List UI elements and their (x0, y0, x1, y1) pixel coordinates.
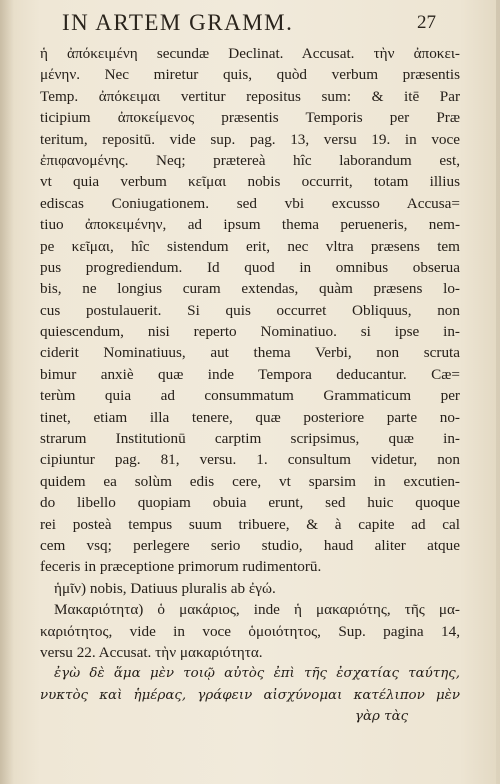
text-line: Temp. ἀπόκειμαι vertitur repositus sum: & itē Par (40, 87, 460, 105)
text-line: pe κεῖμαι, hîc sistendum erit, nec vltra præsens tem (40, 237, 460, 255)
text-line: vt quia verbum κεῖμαι nobis occurrit, totam illius (40, 173, 460, 191)
text-line: versu 22. Accusat. τὴν μακαριότητα. (40, 643, 263, 661)
running-head: IN ARTEM GRAMM. (62, 10, 294, 35)
page-header (0, 8, 500, 38)
text-line: terùm quia ad consummatum Grammaticum per (40, 387, 460, 405)
body-text (40, 43, 460, 728)
text-line: μένην. Nec miretur quis, quòd verbum præsentis (40, 66, 460, 84)
text-line: tiuo ἀποκειμένην, ad ipsum thema perueneris, nem- (40, 216, 460, 234)
text-line: strarum Institutionū carptim scripsimus, quæ in- (40, 430, 460, 448)
text-line: ticipium ἀποκείμενος præsentis Temporis per Præ (40, 109, 460, 127)
text-line: Μακαριότητα) ὁ μακάριος, inde ἡ μακαριότης, τῆς μα- (54, 601, 460, 619)
text-line: καριότητος, vide in voce ὁμοιότητος, Sup. pagina 14, (40, 622, 460, 640)
text-line: pus progrediendum. Id quod in omnibus obserua (40, 258, 460, 276)
page-edge (496, 0, 500, 784)
text-line: ediscas Coniugationem. sed vbi excusso Accusa= (40, 194, 460, 212)
greek-text-line: νυκτὸς καὶ ἡμέρας, γράφειν αἰσχύνομαι κατέλιπον μὲν (40, 687, 460, 703)
text-line: cipiuntur pag. 81, versu. 1. consultum videtur, non (40, 451, 460, 469)
text-line: teritum, repositū. vide sup. pag. 13, versu 19. in voce (40, 130, 460, 148)
text-line: tinet, etiam illa tenere, quæ posteriore parte no- (40, 408, 460, 426)
text-line: quiescendum, nisi reperto Nominatiuo. si ipse in- (40, 323, 460, 341)
text-line: cus postulauerit. Si quis occurret Obliquus, non (40, 301, 460, 319)
text-line: cem vsq; perlegere serio studio, haud aliter atque (40, 536, 460, 554)
greek-text-line: ἐγὼ δὲ ἅμα μὲν τοιῷ αὐτὸς ἐπὶ τῆς ἐσχατίας ταύτης, (54, 666, 460, 682)
text-line: bimur anxiè quæ inde Tempora deducantur. Cæ= (40, 365, 460, 383)
text-line: rei posteà tempus suum tribuere, & à capite ad cal (40, 515, 460, 533)
text-line: quidem ea solùm edis cere, vt sparsim in excutien- (40, 472, 460, 490)
text-line: feceris in præceptione primorum rudimentorū. (40, 558, 322, 576)
text-line: ἐπιφανομένης. Neq; prætereà hîc laborandum est, (40, 151, 460, 169)
gutter-shadow (0, 0, 14, 784)
greek-text-line: γὰρ τὰς (355, 709, 409, 725)
text-line: ἡμῖν) nobis, Datiuus pluralis ab ἐγώ. (54, 579, 276, 597)
text-line: do libello quopiam obuia erunt, sed huic quoque (40, 494, 460, 512)
text-line: ciderit Nominatiuus, aut thema Verbi, non scruta (40, 344, 460, 362)
text-line: ἡ ἀπόκειμένη secundæ Declinat. Accusat. τὴν ἀποκει- (40, 45, 460, 62)
page-number: 27 (417, 12, 436, 33)
text-line: bis, ne longius curam extendas, quàm præsens lo- (40, 280, 460, 298)
